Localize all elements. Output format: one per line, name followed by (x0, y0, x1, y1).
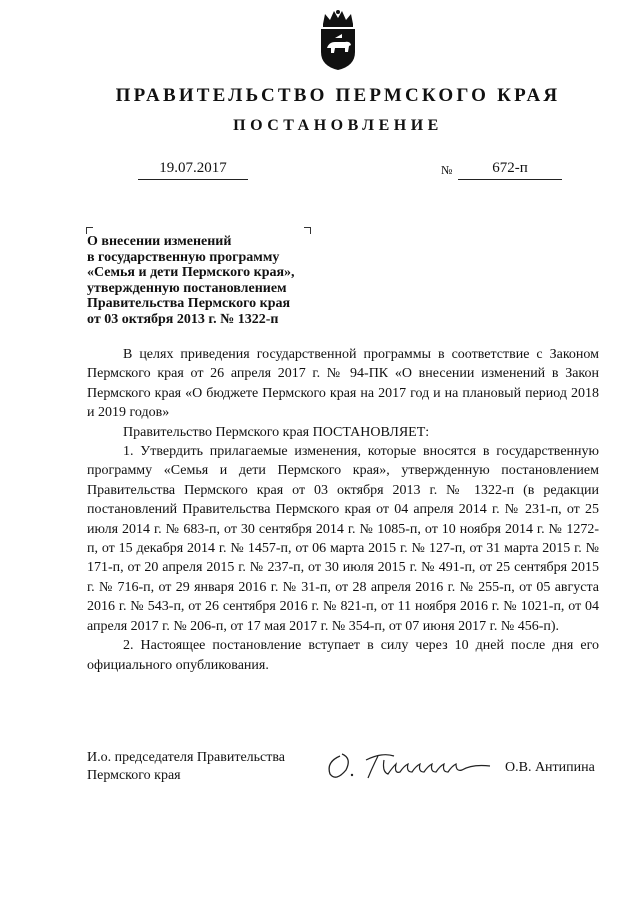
decree-paragraph: Правительство Пермского края ПОСТАНОВЛЯЕТ: (123, 424, 430, 440)
signer-position: И.о. председателя Правительства Пермского края (87, 750, 286, 783)
government-title: ПРАВИТЕЛЬСТВО ПЕРМСКОГО КРАЯ (115, 85, 561, 106)
item-1-paragraph: 1. Утвердить прилагаемые изменения, которые вносятся в государственную программу «Семья и дети Пермского края», утвержденную постановлением Правительства Пермского края от 03 октября 2013 г. № 1322-п (в редакции постановлений Правительства Пермского края от 04 апреля 2014 г. № 231-п, от 25 июля 2014 г. № 683-п, от 30 сентября 2014 г. № 1085-п, от 10 ноября 2014 г. № 1272-п, от 15 декабря 2014 г. № 1457-п, от 06 марта 2015 г. № 127-п, от 31 марта 2015 г. № 171-п, от 20 апреля 2015 г. № 237-п, от 30 июля 2015 г. № 491-п, от 25 сентября 2015 г. № 716-п, от 29 января 2016 г. № 31-п, от 28 апреля 2016 г. № 255-п, от 05 августа 2016 г. № 543-п, от 26 сентября 2016 г. № 821-п, от 11 ноября 2016 г. № 1021-п, от 04 апреля 2017 г. № 206-п, от 17 мая 2017 г. № 354-п, от 07 июня 2017 г. № 456-п). (87, 444, 599, 634)
document-date: 19.07.2017 (138, 160, 248, 180)
signer-name: О.В. Антипина (505, 760, 595, 775)
intro-paragraph: В целях приведения государственной программы в соответствие с Законом Пермского края от 26 апреля 2017 г. № 94-ПК «О внесении изменений в Закон Пермского края «О бюджете Пермского края на 2017 год и на плановый период 2018 и 2019 годов» (87, 347, 599, 421)
document-number: 672-п (458, 160, 562, 180)
document-type: ПОСТАНОВЛЕНИЕ (233, 117, 443, 134)
document-subject: О внесении изменений в государственную программу «Семья и дети Пермского края», утвержденную постановлением Правительства Пермского края от 03 октября 2013 г. № 1322-п (87, 234, 295, 327)
perm-krai-coat-of-arms-icon (315, 8, 361, 72)
subject-corner-left (86, 227, 93, 234)
number-sign: № (441, 163, 453, 177)
item-2-paragraph: 2. Настоящее постановление вступает в силу через 10 дней после дня его официального опубликования. (87, 638, 599, 673)
handwritten-signature (322, 742, 512, 782)
document-body (87, 345, 599, 675)
subject-corner-right (304, 227, 311, 234)
